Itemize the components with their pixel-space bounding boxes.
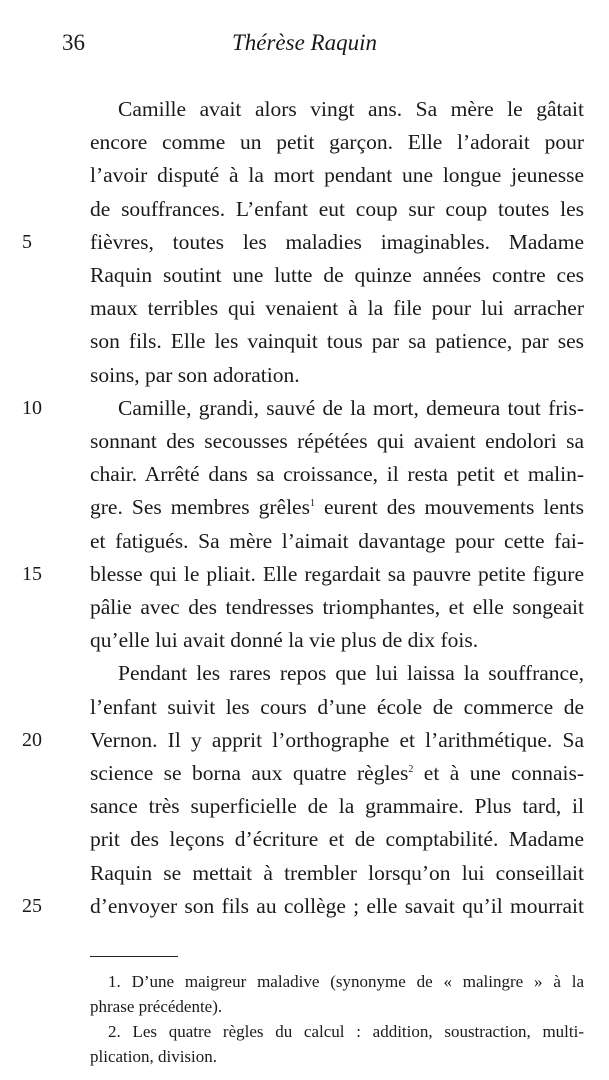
text-line: [90, 492, 584, 523]
page-number: 36: [62, 30, 85, 55]
text-line: prit des leçons d’écriture et de comptabilité. Madame: [90, 827, 584, 851]
line-number: 20: [22, 729, 42, 751]
text-segment: gre. Ses membres grêles: [90, 495, 310, 519]
text-line: maux terribles qui venaient à la file pour lui arracher: [90, 296, 584, 320]
footnote-line: 2. Les quatre règles du calcul : addition, soustraction, multi-: [108, 1022, 584, 1041]
text-line: l’avoir disputé à la mort pendant une longue jeunesse: [90, 163, 584, 187]
text-line: pâlie avec des tendresses triomphantes, et elle songeait: [90, 595, 584, 619]
text-line: Raquin soutint une lutte de quinze années contre ces: [90, 263, 584, 287]
text-line: Vernon. Il y apprit l’orthographe et l’arithmétique. Sa: [90, 728, 584, 752]
page-header: [0, 30, 609, 60]
text-line: blesse qui le pliait. Elle regardait sa pauvre petite figure: [90, 562, 584, 586]
text-line: son fils. Elle les vainquit tous par sa patience, par ses: [90, 329, 584, 353]
text-line: encore comme un petit garçon. Elle l’adorait pour: [90, 130, 584, 154]
text-line: et fatigués. Sa mère l’aimait davantage pour cette fai-: [90, 529, 584, 553]
text-line: soins, par son adoration.: [90, 363, 300, 387]
footnote-line: plication, division.: [90, 1047, 218, 1066]
text-line: sonnant des secousses répétées qui avaient endolori sa: [90, 429, 584, 453]
footnote-line: 1. D’une maigreur maladive (synonyme de « malingre » à la: [108, 972, 584, 991]
text-line: d’envoyer son fils au collège ; elle savait qu’il mourrait: [90, 894, 584, 918]
text-line: Raquin se mettait à trembler lorsqu’on lui conseillait: [90, 861, 584, 885]
text-line: Camille, grandi, sauvé de la mort, demeura tout fris-: [118, 396, 584, 420]
text-line: sance très superficielle de la grammaire. Plus tard, il: [90, 794, 584, 818]
text-line: qu’elle lui avait donné la vie plus de dix fois.: [90, 628, 479, 652]
footnote-ref: 1: [309, 498, 315, 509]
text-line: l’enfant suivit les cours d’une école de commerce de: [90, 695, 584, 719]
line-number: 15: [22, 563, 42, 585]
text-segment: science se borna aux quatre règles: [90, 761, 409, 785]
line-number: 10: [22, 397, 42, 419]
text-line: fièvres, toutes les maladies imaginables. Madame: [90, 230, 584, 254]
text-segment: eurent des mouvements lents: [324, 495, 585, 519]
text-line: [90, 758, 584, 789]
text-segment: et à une connais-: [423, 761, 585, 785]
text-line: Pendant les rares repos que lui laissa la souffrance,: [118, 661, 584, 685]
line-number: 25: [22, 895, 42, 917]
text-line: Camille avait alors vingt ans. Sa mère le gâtait: [118, 97, 584, 121]
text-line: chair. Arrêté dans sa croissance, il resta petit et malin-: [90, 462, 584, 486]
text-line: de souffrances. L’enfant eut coup sur coup toutes les: [90, 197, 584, 221]
footnote-line: phrase précédente).: [90, 997, 223, 1016]
line-number: 5: [22, 231, 32, 253]
footnote-ref: 2: [408, 764, 414, 775]
running-title: Thérèse Raquin: [231, 30, 377, 55]
footnote-divider: [90, 956, 178, 957]
